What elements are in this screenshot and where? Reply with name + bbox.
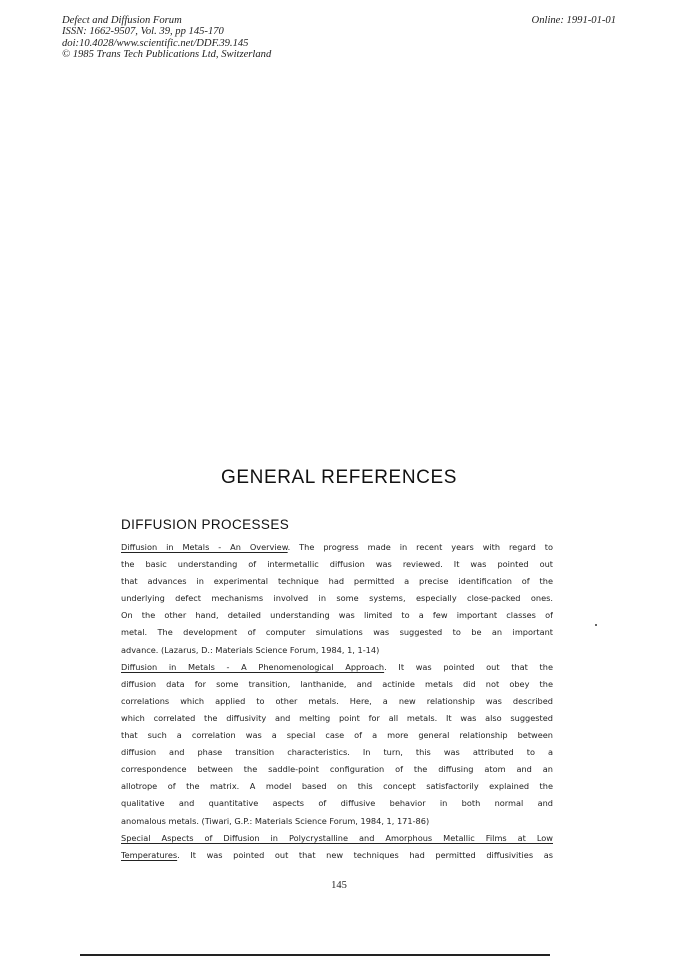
line-text: metal. The development of computer simulations was suggested to be an important xyxy=(121,627,553,638)
line-text: . It was pointed out that new techniques had permitted diffusivities as xyxy=(177,849,553,860)
text-line xyxy=(121,727,553,744)
line-text: advance. (Lazarus, D.: Materials Science Forum, 1984, 1, 1-14) xyxy=(121,644,380,655)
text-line xyxy=(121,744,553,761)
reference-title: Temperatures xyxy=(121,849,178,860)
page-number: 145 xyxy=(331,880,347,891)
issn-line: ISSN: 1662-9507, Vol. 39, pp 145-170 xyxy=(62,26,224,38)
text-line xyxy=(121,813,553,830)
text-line xyxy=(121,659,553,676)
reference-title: Diffusion in Metals - A Phenomenological Approach xyxy=(121,661,385,672)
line-text: correspondence between the saddle-point configuration of the diffusing atom and an xyxy=(121,764,553,775)
text-line xyxy=(121,761,553,778)
bottom-rule xyxy=(80,954,550,956)
text-line xyxy=(121,624,553,641)
reference-title: Special Aspects of Diffusion in Polycrystalline and Amorphous Metallic Films at Low xyxy=(121,832,553,843)
text-line xyxy=(121,693,553,710)
margin-mark xyxy=(595,624,597,626)
section-heading: DIFFUSION PROCESSES xyxy=(121,517,290,532)
online-date: Online: 1991-01-01 xyxy=(531,15,616,26)
journal-name: Defect and Diffusion Forum xyxy=(62,15,182,26)
text-line xyxy=(121,642,553,659)
doi-line[interactable]: doi:10.4028/www.scientific.net/DDF.39.145 xyxy=(62,37,249,49)
text-line xyxy=(121,590,553,607)
line-text: On the other hand, detailed understanding was limited to a few important classes of xyxy=(121,610,553,621)
text-line xyxy=(121,539,553,556)
line-text: qualitative and quantitative aspects of diffusive behavior in both normal and xyxy=(121,798,553,809)
line-text: that such a correlation was a special case of a more general relationship between xyxy=(121,730,553,741)
text-line xyxy=(121,710,553,727)
text-line xyxy=(121,795,553,812)
text-line xyxy=(121,830,553,847)
line-text: anomalous metals. (Tiwari, G.P.: Materials Science Forum, 1984, 1, 171-86) xyxy=(121,815,430,826)
line-text: diffusion data for some transition, lanthanide, and actinide metals did not obey the xyxy=(121,678,553,689)
text-line xyxy=(121,573,553,590)
line-text: . The progress made in recent years with regard to xyxy=(287,542,553,552)
line-text: which correlated the diffusivity and melting point for all metals. It was also suggested xyxy=(121,712,553,723)
text-line xyxy=(121,778,553,795)
copyright-line: © 1985 Trans Tech Publications Ltd, Switzerland xyxy=(62,49,272,61)
text-line xyxy=(121,607,553,624)
text-line xyxy=(121,847,553,864)
line-text: underlying defect mechanisms involved in some systems, especially close-packed ones. xyxy=(121,593,553,604)
page-title: GENERAL REFERENCES xyxy=(220,467,458,488)
journal-metadata xyxy=(62,15,271,61)
line-text: correlations which applied to other metals. Here, a new relationship was described xyxy=(121,695,553,706)
text-line xyxy=(121,676,553,693)
line-text: diffusion and phase transition characteristics. In turn, this was attributed to a xyxy=(121,747,553,758)
line-text: . It was pointed out that the xyxy=(384,661,553,672)
text-line xyxy=(121,556,553,573)
line-text: allotrope of the matrix. A model based on this concept satisfactorily explained the xyxy=(121,781,553,792)
reference-title: Diffusion in Metals - An Overview xyxy=(121,542,288,552)
abstracts-body xyxy=(121,539,553,864)
line-text: that advances in experimental technique had permitted a precise identification of the xyxy=(121,576,553,587)
line-text: the basic understanding of intermetallic diffusion was reviewed. It was pointed out xyxy=(121,559,553,570)
